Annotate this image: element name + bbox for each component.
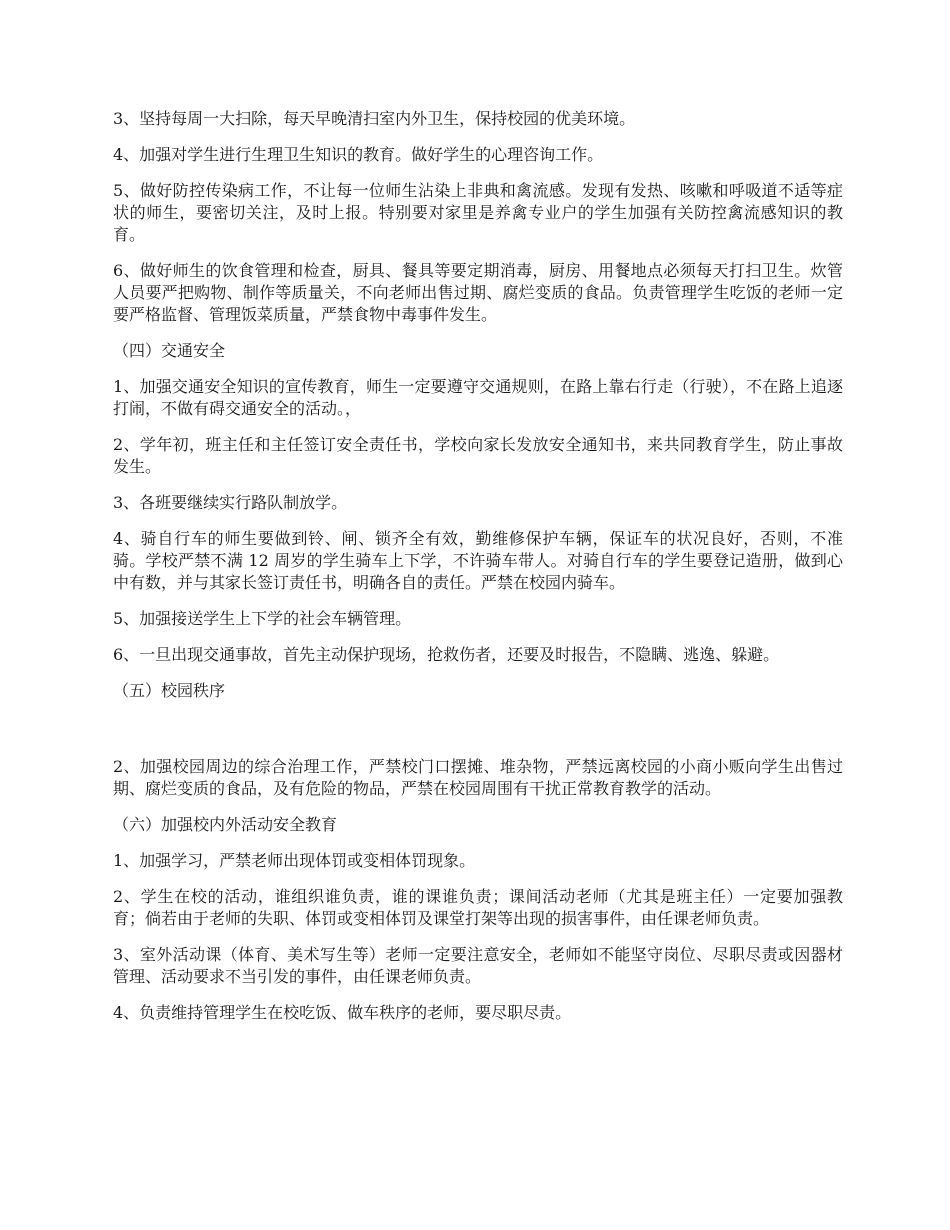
paragraph-queue-dismissal: 3、各班要继续实行路队制放学。 bbox=[113, 493, 348, 512]
paragraph-hygiene-education: 4、加强对学生进行生理卫生知识的教育。做好学生的心理咨询工作。 bbox=[113, 145, 604, 164]
document-page bbox=[113, 108, 843, 1038]
paragraph-vehicle-management: 5、加强接送学生上下学的社会车辆管理。 bbox=[113, 609, 412, 628]
section-heading-traffic-safety: （四）交通安全 bbox=[113, 341, 226, 360]
paragraph-traffic-education: 1、加强交通安全知识的宣传教育，师生一定要遵守交通规则，在路上靠右行走（行驶），不在路上追逐打闹，不做有碍交通安全的活动。， bbox=[113, 377, 843, 418]
paragraph-meal-supervision: 4、负责维持管理学生在校吃饭、做车秩序的老师，要尽职尽责。 bbox=[113, 1003, 572, 1022]
paragraph-outdoor-activities: 3、室外活动课（体育、美术写生等）老师一定要注意安全，老师如不能坚守岗位、尽职尽责或因器材管理、活动要求不当引发的事件，由任课老师负责。 bbox=[113, 945, 843, 986]
paragraph-accident-response: 6、一旦出现交通事故，首先主动保护现场，抢救伤者，还要及时报告，不隐瞒、逃逸、躲避。 bbox=[113, 645, 780, 664]
paragraph-disease-prevention: 5、做好防控传染病工作，不让每一位师生沾染上非典和禽流感。发现有发热、咳嗽和呼吸道不适等症状的师生，要密切关注，及时上报。特别要对家里是养禽专业户的学生加强有关防控禽流感知识的教育。 bbox=[113, 181, 843, 244]
section-heading-activity-safety: （六）加强校内外活动安全教育 bbox=[113, 815, 338, 834]
paragraph-campus-surroundings: 2、加强校园周边的综合治理工作，严禁校门口摆摊、堆杂物，严禁远离校园的小商小贩向学生出售过期、腐烂变质的食品，及有危险的物品，严禁在校园周围有干扰正常教育教学的活动。 bbox=[113, 757, 843, 798]
section-heading-campus-order: （五）校园秩序 bbox=[113, 681, 226, 700]
paragraph-bicycle-rules: 4、骑自行车的师生要做到铃、闸、锁齐全有效，勤维修保护车辆，保证车的状况良好，否则，不准骑。学校严禁不满 12 周岁的学生骑车上下学，不许骑车带人。对骑自行车的学生要登记造册，做到心中有数，并与其家长签订责任书，明确各自的责任。严禁在校园内骑车。 bbox=[113, 529, 843, 592]
paragraph-no-corporal-punishment: 1、加强学习，严禁老师出现体罚或变相体罚现象。 bbox=[113, 851, 476, 870]
blank-gap bbox=[113, 716, 843, 756]
paragraph-environment-cleaning: 3、坚持每周一大扫除，每天早晚清扫室内外卫生，保持校园的优美环境。 bbox=[113, 109, 636, 128]
paragraph-activity-responsibility: 2、学生在校的活动，谁组织谁负责，谁的课谁负责；课间活动老师（尤其是班主任）一定要加强教育；倘若由于老师的失职、体罚或变相体罚及课堂打架等出现的损害事件，由任课老师负责。 bbox=[113, 887, 843, 928]
paragraph-responsibility-agreement: 2、学年初，班主任和主任签订安全责任书，学校向家长发放安全通知书，来共同教育学生，防止事故发生。 bbox=[113, 435, 843, 476]
paragraph-food-management: 6、做好师生的饮食管理和检查，厨具、餐具等要定期消毒，厨房、用餐地点必须每天打扫卫生。炊管人员要严把购物、制作等质量关，不向老师出售过期、腐烂变质的食品。负责管理学生吃饭的老师一定要严格监督、管理饭菜质量，严禁食物中毒事件发生。 bbox=[113, 261, 843, 324]
